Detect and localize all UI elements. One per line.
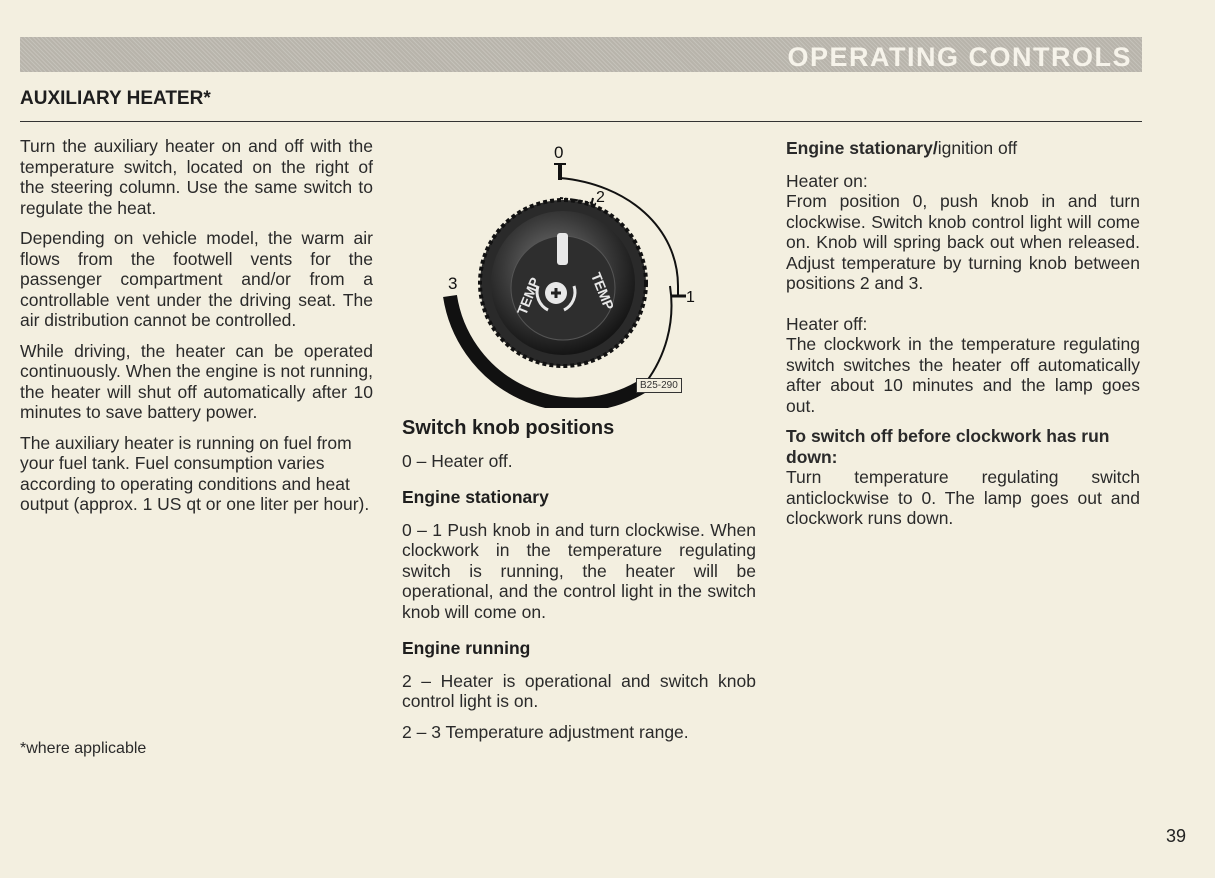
switch-off-text: Turn temperature regulating switch anticlockwise to 0. The lamp goes out and clockwork runs down. (786, 467, 1140, 528)
footnote: *where applicable (20, 740, 147, 757)
banner-title: OPERATING CONTROLS (787, 42, 1132, 72)
position-label-2: 2 (596, 189, 605, 206)
page-number: 39 (1166, 826, 1187, 846)
heater-on-label: Heater on: (786, 170, 868, 191)
paragraph: Turn the auxiliary heater on and off with the temperature switch, located on the right of the steering column. Use the same switch to regulate the heat. (20, 136, 373, 218)
heading-bold-part: Engine stationary/ (786, 138, 938, 158)
temp-label-right: TEMP (587, 270, 618, 313)
heater-on-text: From position 0, push knob in and turn clockwise. Switch knob control light will come on. Knob will spring back out when released. Adjust temperature by turning knob between positions 2 and 3. (786, 191, 1140, 293)
switch-knob-positions-heading: Switch knob positions (402, 417, 615, 439)
paragraph: While driving, the heater can be operated continuously. When the engine is not running, the heater will shut off automatically after 10 minutes to save battery power. (20, 340, 373, 422)
temperature-range-text: 2 – 3 Temperature adjustment range. (402, 721, 689, 742)
position-label-1: 1 (686, 289, 695, 306)
heater-off-label: Heater off: (786, 313, 868, 334)
heater-off-text: The clockwork in the temperature regulating switch switches the heater off automatically after about 10 minutes and the lamp goes out. (786, 334, 1140, 416)
switch-off-heading: To switch off before clockwork has run down: (786, 426, 1110, 467)
heater-off-line: 0 – Heater off. (402, 450, 513, 471)
header-banner (20, 37, 1142, 72)
left-column (20, 136, 373, 525)
paragraph: Depending on vehicle model, the warm air flows from the footwell vents for the passenger compartment and/or from a controllable vent under the driving seat. The air distribution cannot be controlled. (20, 228, 373, 330)
knob-indicator (557, 233, 568, 265)
section-title: AUXILIARY HEATER* (20, 88, 211, 109)
engine-stationary-ignition-heading (786, 138, 1140, 159)
figure-code: B25-290 (636, 378, 682, 393)
heading-normal-part: ignition off (937, 138, 1018, 158)
range-arc-thin (643, 286, 671, 386)
position-label-3: 3 (448, 274, 458, 293)
header-rule (20, 121, 1142, 122)
engine-running-text: 2 – Heater is operational and switch knob control light is on. (402, 670, 756, 711)
middle-column (402, 418, 756, 752)
engine-stationary-text: 0 – 1 Push knob in and turn clockwise. When clockwork in the temperature regulating switch is running, the heater will be operational, and the control light in the switch knob will come on. (402, 519, 756, 622)
engine-running-heading: Engine running (402, 638, 531, 658)
temperature-knob-diagram (438, 138, 708, 408)
temp-label-left: TEMP (513, 275, 544, 318)
engine-stationary-heading: Engine stationary (402, 487, 549, 507)
paragraph: The auxiliary heater is running on fuel from your fuel tank. Fuel consumption varies according to operating conditions and heat output (approx. 1 US qt or one liter per hour). (20, 432, 370, 514)
right-column (786, 138, 1140, 539)
position-label-0: 0 (554, 143, 564, 162)
